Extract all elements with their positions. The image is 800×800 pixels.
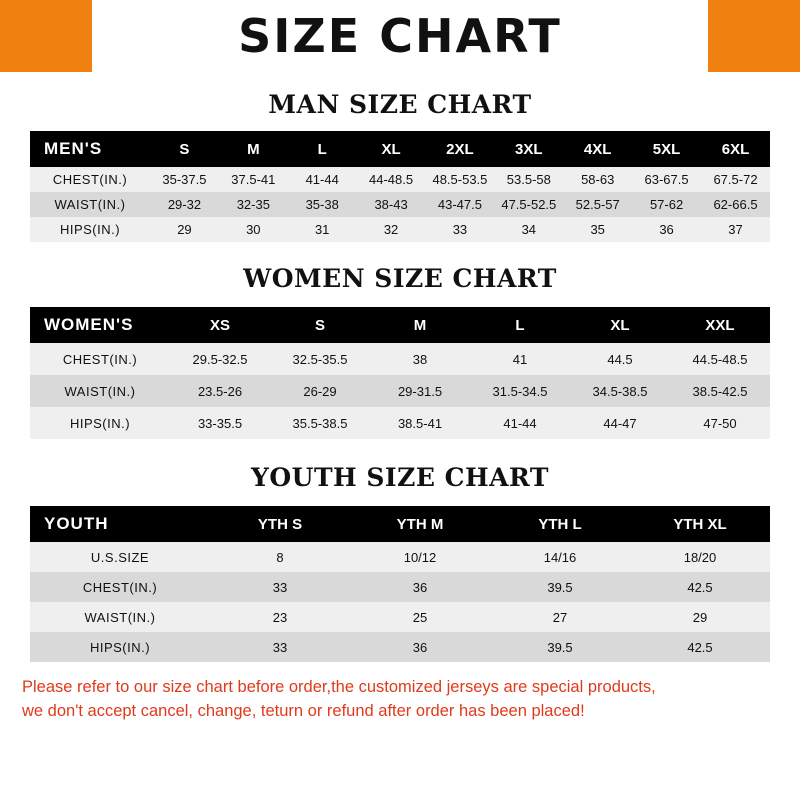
cell: 43-47.5: [437, 197, 482, 212]
cell: 29.5-32.5: [192, 351, 248, 367]
table-row: [30, 217, 770, 242]
cell: 44.5-48.5: [692, 351, 748, 367]
row-label: HIPS(IN.): [69, 415, 131, 431]
cell: 42.5: [687, 579, 713, 595]
cell: 36: [659, 222, 674, 237]
row-label: HIPS(IN.): [89, 639, 151, 655]
cell: 10/12: [403, 549, 437, 565]
section-title-youth: YOUTH SIZE CHART: [251, 463, 549, 492]
cell: 37.5-41: [231, 172, 276, 187]
cell: 35.5-38.5: [292, 415, 348, 431]
youth-size-table: [30, 506, 770, 662]
cell: 33-35.5: [197, 415, 243, 431]
table-row: [30, 407, 770, 439]
col-header: XXL: [705, 316, 735, 334]
col-header: 4XL: [583, 140, 612, 158]
table-header-row: [30, 506, 770, 542]
cell: 32: [383, 222, 399, 237]
cell: 44.5: [607, 351, 633, 367]
cell: 34: [521, 222, 537, 237]
row-label: HIPS(IN.): [59, 222, 121, 237]
cell: 26-29: [303, 383, 337, 399]
man-table-body: [30, 167, 770, 242]
header-banner-inner: [92, 0, 708, 72]
table-row: [30, 572, 770, 602]
youth-table-head: [30, 506, 770, 542]
cell: 35-38: [305, 197, 339, 212]
cell: 25: [412, 609, 428, 625]
cell: 67.5-72: [713, 172, 758, 187]
cell: 27: [552, 609, 568, 625]
cell: 23: [272, 609, 288, 625]
col-header: WOMEN'S: [44, 315, 134, 334]
col-header: YTH M: [396, 515, 444, 533]
cell: 33: [452, 222, 468, 237]
cell: 38.5-42.5: [692, 383, 748, 399]
col-header: S: [179, 140, 190, 158]
col-header: 3XL: [515, 140, 543, 158]
cell: 53.5-58: [506, 172, 551, 187]
cell: 29: [177, 222, 192, 237]
table-row: [30, 343, 770, 375]
footer-note-line-1: Please refer to our size chart before order,the customized jerseys are special products,: [22, 678, 656, 696]
row-label: WAIST(IN.): [64, 383, 136, 399]
col-header: XL: [610, 316, 630, 334]
col-header: L: [317, 140, 327, 158]
cell: 14/16: [543, 549, 577, 565]
cell: 38: [412, 351, 428, 367]
col-header: XS: [209, 316, 230, 334]
col-header: M: [413, 316, 427, 334]
cell: 35-37.5: [162, 172, 207, 187]
cell: 37: [728, 222, 743, 237]
cell: 32-35: [236, 197, 270, 212]
table-row: [30, 192, 770, 217]
row-label: CHEST(IN.): [52, 172, 128, 187]
cell: 29: [692, 609, 708, 625]
cell: 47-50: [703, 415, 737, 431]
cell: 42.5: [687, 639, 713, 655]
cell: 44-47: [603, 415, 637, 431]
cell: 58-63: [581, 172, 615, 187]
cell: 8: [276, 549, 284, 565]
table-header-row: [30, 307, 770, 343]
table-row: [30, 167, 770, 192]
cell: 39.5: [547, 579, 573, 595]
col-header: YTH L: [538, 515, 582, 533]
row-label: CHEST(IN.): [82, 579, 158, 595]
cell: 29-32: [167, 197, 202, 212]
section-title-man: MAN SIZE CHART: [268, 90, 532, 119]
cell: 36: [412, 579, 428, 595]
col-header: M: [247, 140, 260, 158]
table-header-row: [30, 131, 770, 167]
cell: 36: [412, 639, 428, 655]
cell: 52.5-57: [575, 197, 620, 212]
cell: 41-44: [305, 172, 339, 187]
cell: 62-66.5: [713, 197, 758, 212]
cell: 35: [590, 222, 605, 237]
cell: 34.5-38.5: [592, 383, 648, 399]
cell: 44-48.5: [369, 172, 414, 187]
row-label: WAIST(IN.): [84, 609, 156, 625]
cell: 48.5-53.5: [432, 172, 488, 187]
col-header: S: [314, 316, 325, 334]
col-header: YOUTH: [44, 514, 109, 533]
women-table-body: [30, 343, 770, 439]
col-header: YTH XL: [673, 515, 727, 533]
section-man: [0, 90, 800, 242]
cell: 41: [512, 351, 528, 367]
footer-note: [22, 676, 778, 724]
table-row: [30, 375, 770, 407]
col-header: MEN'S: [44, 139, 103, 158]
cell: 31.5-34.5: [492, 383, 548, 399]
table-row: [30, 542, 770, 572]
col-header: YTH S: [257, 515, 303, 533]
row-label: U.S.SIZE: [90, 549, 150, 565]
col-header: 6XL: [721, 140, 750, 158]
cell: 57-62: [649, 197, 684, 212]
women-size-table: [30, 307, 770, 439]
col-header: 5XL: [652, 140, 681, 158]
cell: 63-67.5: [644, 172, 689, 187]
section-youth: [0, 463, 800, 662]
cell: 31: [314, 222, 330, 237]
cell: 38-43: [374, 197, 408, 212]
section-women: [0, 264, 800, 439]
man-size-table: [30, 131, 770, 242]
row-label: CHEST(IN.): [62, 351, 138, 367]
cell: 23.5-26: [197, 383, 243, 399]
cell: 30: [246, 222, 261, 237]
man-table-head: [30, 131, 770, 167]
cell: 39.5: [547, 639, 573, 655]
cell: 29-31.5: [397, 383, 443, 399]
col-header: L: [515, 316, 525, 334]
col-header: 2XL: [446, 140, 474, 158]
cell: 41-44: [503, 415, 537, 431]
cell: 38.5-41: [397, 415, 443, 431]
cell: 32.5-35.5: [292, 351, 348, 367]
table-row: [30, 602, 770, 632]
header-banner: [0, 0, 800, 72]
women-table-head: [30, 307, 770, 343]
footer-note-line-2: we don't accept cancel, change, teturn or refund after order has been placed!: [22, 701, 585, 720]
youth-table-body: [30, 542, 770, 662]
section-title-women: WOMEN SIZE CHART: [243, 264, 557, 293]
cell: 33: [272, 579, 288, 595]
col-header: XL: [381, 140, 401, 158]
row-label: WAIST(IN.): [54, 197, 126, 212]
cell: 33: [272, 639, 288, 655]
cell: 18/20: [683, 549, 717, 565]
cell: 47.5-52.5: [501, 197, 557, 212]
table-row: [30, 632, 770, 662]
page-title: SIZE CHART: [238, 9, 562, 63]
